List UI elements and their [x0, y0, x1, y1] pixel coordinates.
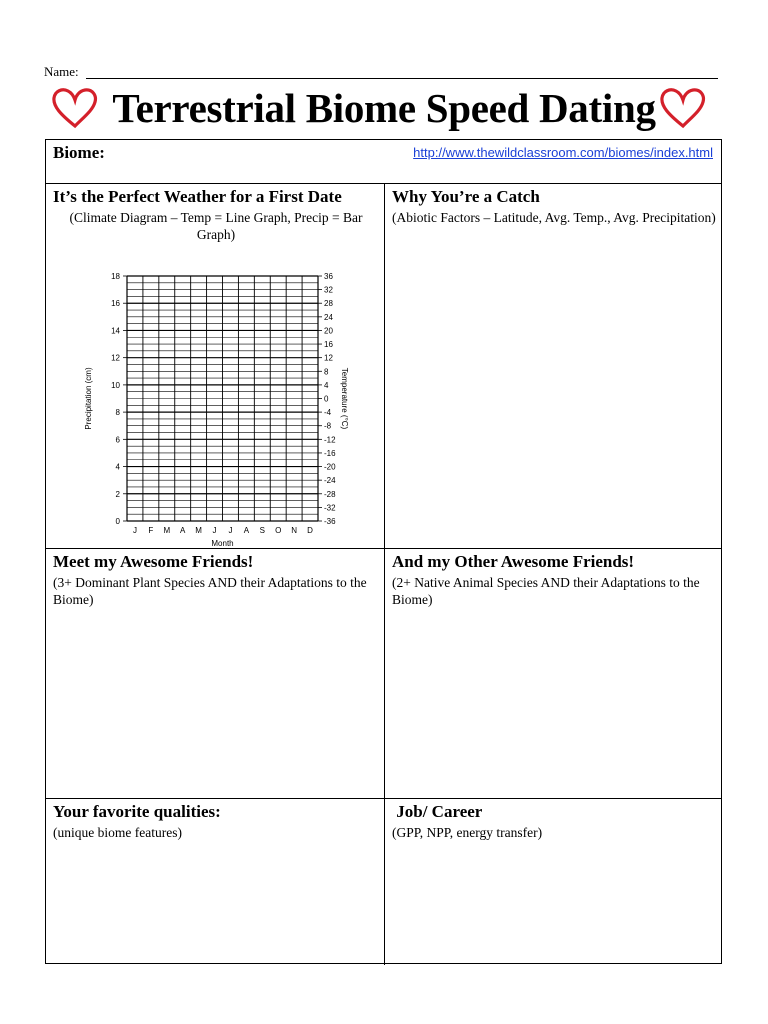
x-tick-label: N — [291, 526, 298, 535]
qualities-cell[interactable] — [53, 799, 379, 963]
y2-axis-title: Temperature (°C) — [340, 367, 349, 430]
x-tick-label: S — [259, 526, 265, 535]
y2-tick-label: 28 — [324, 299, 333, 309]
y2-tick-label: 20 — [324, 326, 333, 336]
biome-link[interactable]: http://www.thewildclassroom.com/biomes/index.html — [413, 145, 713, 160]
page-title: Terrestrial Biome Speed Dating — [112, 85, 656, 131]
x-tick-label: J — [132, 526, 137, 535]
climate-diagram-svg[interactable] — [81, 263, 361, 548]
qualities-title: Your favorite qualities: — [53, 802, 221, 821]
y2-tick-label: 8 — [324, 367, 329, 377]
career-cell[interactable] — [392, 799, 718, 963]
qualities-subtitle: (unique biome features) — [53, 825, 182, 840]
animal-friends-subtitle: (2+ Native Animal Species AND their Adaptations to the Biome) — [392, 575, 700, 607]
x-tick-label: O — [275, 526, 282, 535]
y-tick-label: 6 — [115, 435, 120, 445]
y-tick-label: 2 — [115, 489, 120, 499]
x-tick-label: J — [228, 526, 233, 535]
x-tick-label: A — [180, 526, 186, 535]
biome-row — [46, 140, 721, 184]
name-label: Name: — [44, 64, 79, 79]
heart-right-icon — [658, 86, 708, 130]
y2-tick-label: -28 — [324, 489, 336, 499]
y-tick-label: 0 — [115, 517, 120, 526]
y2-tick-label: -8 — [324, 421, 332, 431]
catch-cell[interactable] — [392, 184, 716, 548]
name-blank-line[interactable] — [86, 78, 718, 79]
catch-title: Why You’re a Catch — [392, 187, 540, 206]
climate-diagram[interactable] — [81, 263, 361, 548]
career-subtitle: (GPP, NPP, energy transfer) — [392, 825, 543, 840]
y2-tick-label: 4 — [324, 380, 329, 390]
y-tick-label: 16 — [111, 299, 120, 309]
y2-tick-label: -12 — [324, 435, 336, 445]
y-tick-label: 8 — [115, 408, 120, 418]
y2-tick-label: 16 — [324, 340, 333, 350]
weather-title: It’s the Perfect Weather for a First Date — [53, 187, 342, 206]
y-tick-label: 12 — [111, 353, 120, 363]
catch-subtitle: (Abiotic Factors – Latitude, Avg. Temp., Avg. Precipitation) — [392, 210, 716, 225]
weather-subtitle: (Climate Diagram – Temp = Line Graph, Precip = Bar Graph) — [69, 210, 363, 242]
x-axis-title: Month — [211, 539, 234, 548]
y2-tick-label: 36 — [324, 272, 333, 281]
biome-label: Biome: — [53, 143, 105, 162]
y2-tick-label: 24 — [324, 312, 333, 322]
y2-tick-label: 32 — [324, 285, 333, 295]
animal-friends-title: And my Other Awesome Friends! — [392, 552, 635, 571]
y2-tick-label: 12 — [324, 353, 333, 363]
x-tick-label: J — [212, 526, 217, 535]
y2-tick-label: -16 — [324, 448, 336, 458]
x-tick-label: F — [148, 526, 154, 535]
y-tick-label: 4 — [115, 462, 120, 472]
x-tick-label: M — [163, 526, 171, 535]
plant-friends-cell[interactable] — [53, 549, 379, 798]
y-tick-label: 18 — [111, 272, 120, 281]
y2-tick-label: -20 — [324, 462, 336, 472]
y-axis-title: Precipitation (cm) — [84, 367, 93, 430]
y-tick-label: 10 — [111, 380, 120, 390]
x-tick-label: D — [307, 526, 313, 535]
y2-tick-label: -4 — [324, 408, 332, 418]
career-title: Job/ Career — [392, 802, 483, 821]
x-tick-label: A — [243, 526, 250, 535]
name-row — [44, 64, 718, 82]
animal-friends-cell[interactable] — [392, 549, 718, 798]
y-tick-label: 14 — [111, 326, 120, 336]
y2-tick-label: 0 — [324, 394, 329, 404]
y2-tick-label: -36 — [324, 517, 336, 526]
y2-tick-label: -32 — [324, 503, 336, 513]
column-divider — [384, 184, 385, 965]
plant-friends-subtitle: (3+ Dominant Plant Species AND their Adaptations to the Biome) — [53, 575, 367, 607]
y2-tick-label: -24 — [324, 476, 336, 486]
plant-friends-title: Meet my Awesome Friends! — [53, 552, 254, 571]
x-tick-label: M — [195, 526, 202, 535]
worksheet-table — [45, 139, 722, 964]
